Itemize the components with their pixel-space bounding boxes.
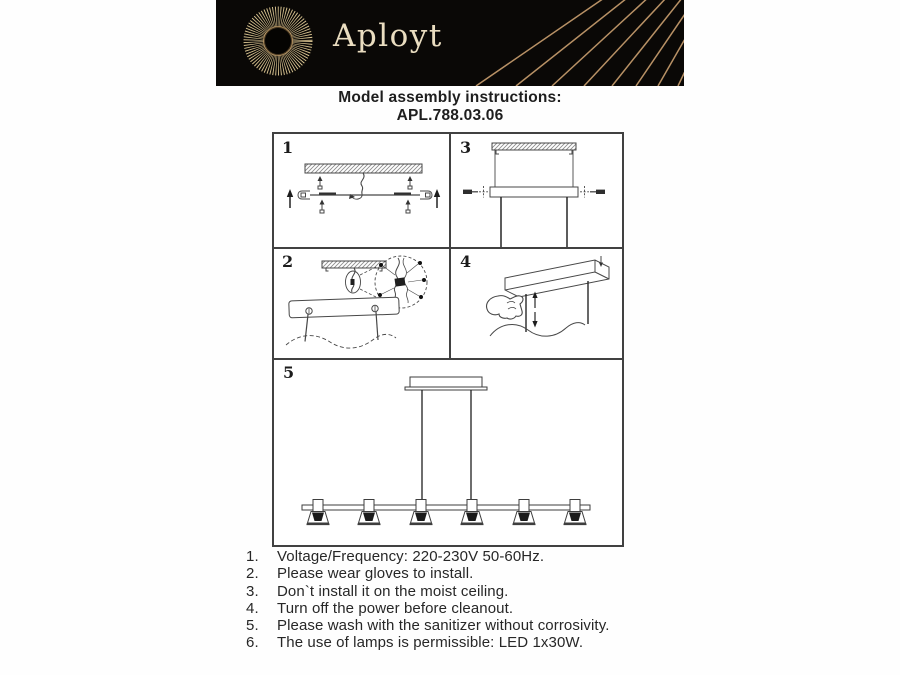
ray-fan-icon	[476, 0, 684, 86]
sunburst-logo-icon	[239, 2, 317, 80]
step-3-number: 3	[460, 138, 472, 157]
step5-diagram	[274, 359, 626, 549]
step1-diagram	[274, 134, 449, 247]
list-item-text: Turn off the power before cleanout.	[277, 599, 514, 617]
step-2-number: 2	[282, 252, 294, 271]
list-item-number: 2.	[246, 565, 259, 583]
banner-decoration	[216, 0, 684, 86]
list-item-text: Don`t install it on the moist ceiling.	[277, 582, 509, 600]
step-1-number: 1	[282, 138, 294, 157]
list-item-number: 5.	[246, 617, 259, 635]
step3-diagram	[450, 134, 626, 247]
instructions-list	[246, 548, 686, 652]
step-5-number: 5	[283, 363, 295, 382]
model-number: APL.788.03.06	[396, 107, 504, 124]
list-item	[246, 600, 686, 617]
list-item-number: 1.	[246, 548, 259, 565]
list-item-text: The use of lamps is permissible: LED 1x30W.	[277, 634, 584, 652]
list-item	[246, 565, 686, 582]
list-item-text: Please wash with the sanitizer without corrosivity.	[277, 617, 610, 635]
list-item	[246, 548, 686, 565]
list-item	[246, 634, 686, 651]
page-title: Model assembly instructions:	[338, 89, 562, 106]
list-item-number: 3.	[246, 582, 259, 600]
list-item-number: 6.	[246, 634, 259, 652]
heading-block	[0, 89, 900, 125]
step4-diagram	[450, 248, 626, 358]
list-item-number: 4.	[246, 599, 259, 617]
step-4-number: 4	[460, 252, 472, 271]
list-item	[246, 583, 686, 600]
step2-diagram	[274, 248, 449, 358]
assembly-diagram-box	[272, 132, 624, 547]
list-item-text: Voltage/Frequency: 220-230V 50-60Hz.	[277, 548, 545, 565]
list-item	[246, 617, 686, 634]
brand-banner	[216, 0, 684, 86]
list-item-text: Please wear gloves to install.	[277, 565, 474, 583]
brand-logo-text: Aployt	[333, 18, 443, 54]
